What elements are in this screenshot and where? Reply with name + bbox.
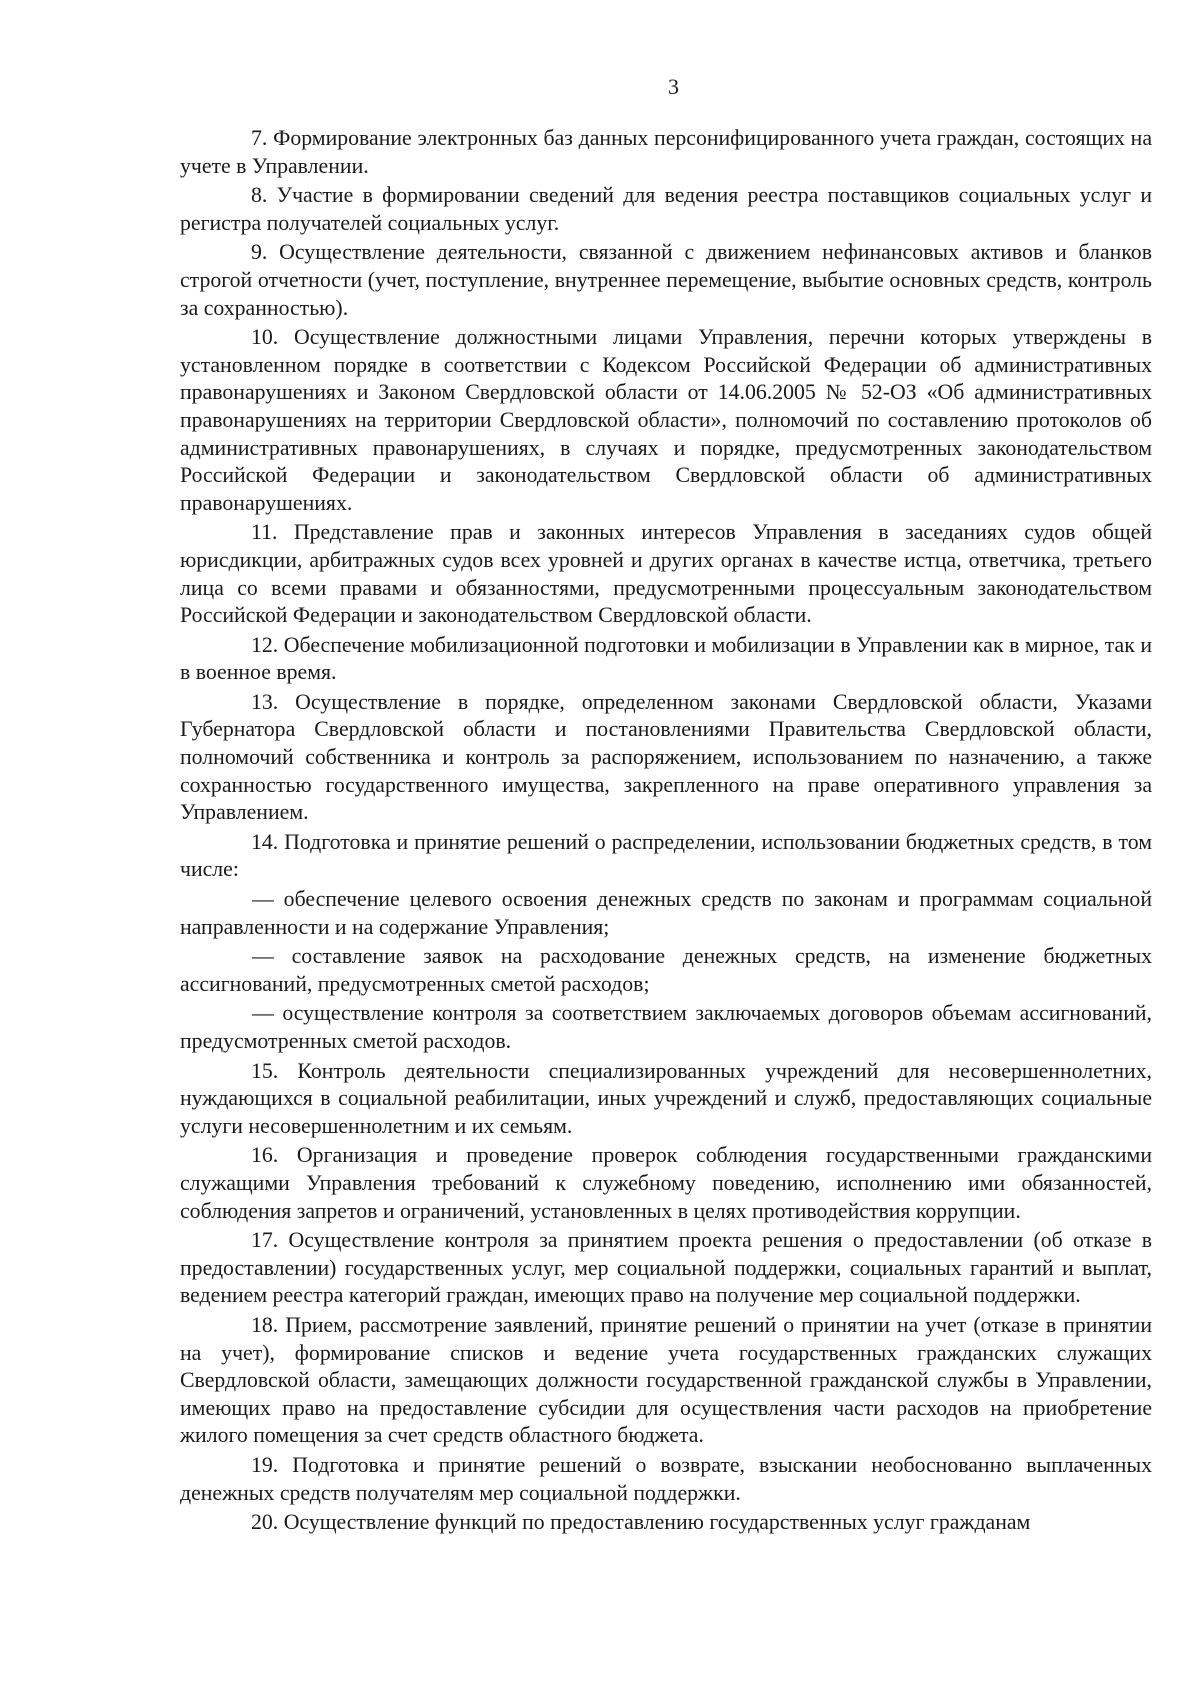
paragraph-item-20: 20. Осуществление функций по предоставлению государственных услуг гражданам [251,1510,1031,1535]
paragraph-item-19: 19. Подготовка и принятие решений о возврате, взыскании необоснованно выплаченных денежных средств получателям мер социальной поддержки. [180,1452,1152,1505]
paragraph-item-14: 14. Подготовка и принятие решений о распределении, использовании бюджетных средств, в том числе: [180,829,1152,882]
paragraph-item-13: 13. Осуществление в порядке, определенном законами Свердловской области, Указами Губернатора Свердловской области и постановлениями Правительства Свердловской области, полномочий собственника и контроль за распоряжением, использованием по назначению, а также сохранностью государственного имущества, закрепленного на праве оперативного управления за Управлением. [180,689,1152,825]
paragraph-item-10: 10. Осуществление должностными лицами Управления, перечни которых утверждены в установленном порядке в соответствии с Кодексом Российской Федерации об административных правонарушениях и Законом Свердловской области от 14.06.2005 № 52-ОЗ «Об административных правонарушениях на территории Свердловской области», полномочий по составлению протоколов об административных правонарушениях, в случаях и порядке, предусмотренных законодательством Российской Федерации и законодательством Свердловской области об административных правонарушениях. [180,325,1152,515]
paragraph-item-15: 15. Контроль деятельности специализированных учреждений для несовершеннолетних, нуждающихся в социальной реабилитации, иных учреждений и служб, предоставляющих социальные услуги несовершеннолетним и их семьям. [180,1058,1152,1138]
paragraph-item-12: 12. Обеспечение мобилизационной подготовки и мобилизации в Управлении как в мирное, так и в военное время. [180,632,1152,685]
paragraph-item-8: 8. Участие в формировании сведений для ведения реестра поставщиков социальных услуг и регистра получателей социальных услуг. [180,183,1152,235]
paragraph-item-17: 17. Осуществление контроля за принятием проекта решения о предоставлении (об отказе в предоставлении) государственных услуг, мер социальной поддержки, социальных гарантий и выплат, ведением реестра категорий граждан, имеющих право на получение мер социальной поддержки. [180,1228,1152,1308]
paragraph-item-11: 11. Представление прав и законных интересов Управления в заседаниях судов общей юрисдикции, арбитражных судов всех уровней и других органах в качестве истца, ответчика, третьего лица со всеми правами и обязанностями, предусмотренными процессуальным законодательством Российской Федерации и законодательством Свердловской области. [180,520,1152,628]
paragraph-subitem-14-2: — составление заявок на расходование денежных средств, на изменение бюджетных ассигнований, предусмотренных сметой расходов; [180,944,1152,996]
page-number: 3 [668,74,679,99]
paragraph-item-16: 16. Организация и проведение проверок соблюдения государственными гражданскими служащими Управления требований к служебному поведению, исполнению ими обязанностей, соблюдения запретов и ограничений, установленных в целях противодействия коррупции. [180,1143,1152,1223]
paragraph-item-9: 9. Осуществление деятельности, связанной с движением нефинансовых активов и бланков строгой отчетности (учет, поступление, внутреннее перемещение, выбытие основных средств, контроль за сохранностью). [180,240,1152,320]
paragraph-subitem-14-3: — осуществление контроля за соответствием заключаемых договоров объемам ассигнований, предусмотренных сметой расходов. [180,1001,1152,1053]
paragraph-item-18: 18. Прием, рассмотрение заявлений, принятие решений о принятии на учет (отказе в принятии на учет), формирование списков и ведение учета государственных гражданских служащих Свердловской области, замещающих должности государственной гражданской службы в Управлении, имеющих право на предоставление субсидии для осуществления части расходов на приобретение жилого помещения за счет средств областного бюджета. [180,1312,1152,1448]
paragraph-item-7: 7. Формирование электронных баз данных персонифицированного учета граждан, состоящих на учете в Управлении. [180,126,1152,178]
document-body [180,125,1152,1539]
paragraph-subitem-14-1: — обеспечение целевого освоения денежных средств по законам и программам социальной направленности и на содержание Управления; [180,887,1152,939]
